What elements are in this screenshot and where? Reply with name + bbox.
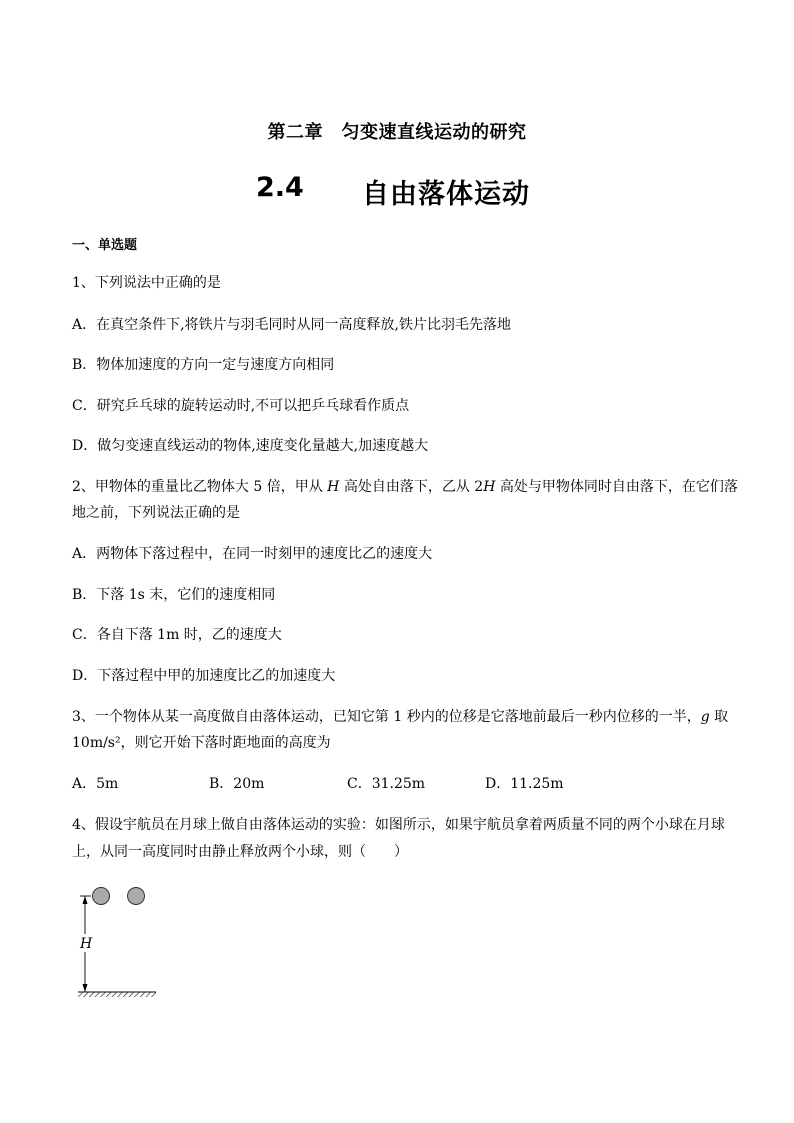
ball-right <box>128 888 145 905</box>
question-type-heading: 一、单选题 <box>72 238 138 253</box>
arrow-up-icon <box>83 896 88 904</box>
q1-option-c: C．研究乒乓球的旋转运动时,不可以把乒乓球看作质点 <box>72 398 410 414</box>
q2-stem-line1 <box>72 476 738 496</box>
q3-option-a: A．5m <box>72 776 119 792</box>
q1-option-d: D．做匀变速直线运动的物体,速度变化量越大,加速度越大 <box>72 438 429 454</box>
section-number: 2.4 <box>256 172 304 203</box>
q2-stem-part: 高处自由落下，乙从 2 <box>339 479 484 495</box>
q2-variable-h: H <box>327 479 340 495</box>
q1-stem: 1、下列说法中正确的是 <box>72 275 221 291</box>
q2-stem-part: 2、甲物体的重量比乙物体大 5 倍，甲从 <box>72 479 328 495</box>
q3-option-b: B．20m <box>209 776 265 792</box>
q2-stem-line2: 地之前，下列说法正确的是 <box>72 505 240 521</box>
q1-option-b: B．物体加速度的方向一定与速度方向相同 <box>72 357 335 373</box>
height-label: H <box>80 936 93 952</box>
q2-option-a: A．两物体下落过程中，在同一时刻甲的速度比乙的速度大 <box>72 546 433 562</box>
ground-hatching <box>78 992 156 997</box>
q4-stem-line1: 4、假设宇航员在月球上做自由落体运动的实验：如图所示，如果宇航员拿着两质量不同的两个小球在月球 <box>72 817 725 833</box>
q2-option-b: B．下落 1s 末，它们的速度相同 <box>72 587 276 603</box>
q3-stem-line1 <box>72 706 728 726</box>
q3-stem-line2: 10m/s²，则它开始下落时距地面的高度为 <box>72 735 331 751</box>
q3-stem-part: 取 <box>709 709 729 725</box>
two-balls-drop-figure <box>70 880 165 1005</box>
q4-stem-line2: 上，从同一高度同时由静止释放两个小球，则（ ） <box>72 844 408 860</box>
q2-option-d: D．下落过程中甲的加速度比乙的加速度大 <box>72 668 336 684</box>
ball-left <box>93 888 110 905</box>
arrow-down-icon <box>83 984 88 992</box>
q2-stem-part: 高处与甲物体同时自由落下，在它们落 <box>495 479 738 495</box>
q3-option-d: D．11.25m <box>485 776 564 792</box>
q3-stem-part: 3、一个物体从某一高度做自由落体运动，已知它第 1 秒内的位移是它落地前最后一秒内位移的一半， <box>72 709 701 725</box>
q2-variable-h: H <box>483 479 496 495</box>
q1-option-a: A．在真空条件下,将铁片与羽毛同时从同一高度释放,铁片比羽毛先落地 <box>72 317 512 333</box>
section-title: 自由落体运动 <box>362 179 530 210</box>
chapter-title: 第二章 匀变速直线运动的研究 <box>267 122 527 143</box>
q3-variable-g: g <box>700 709 710 725</box>
q3-option-c: C．31.25m <box>347 776 426 792</box>
q2-option-c: C．各自下落 1m 时，乙的速度大 <box>72 627 282 643</box>
